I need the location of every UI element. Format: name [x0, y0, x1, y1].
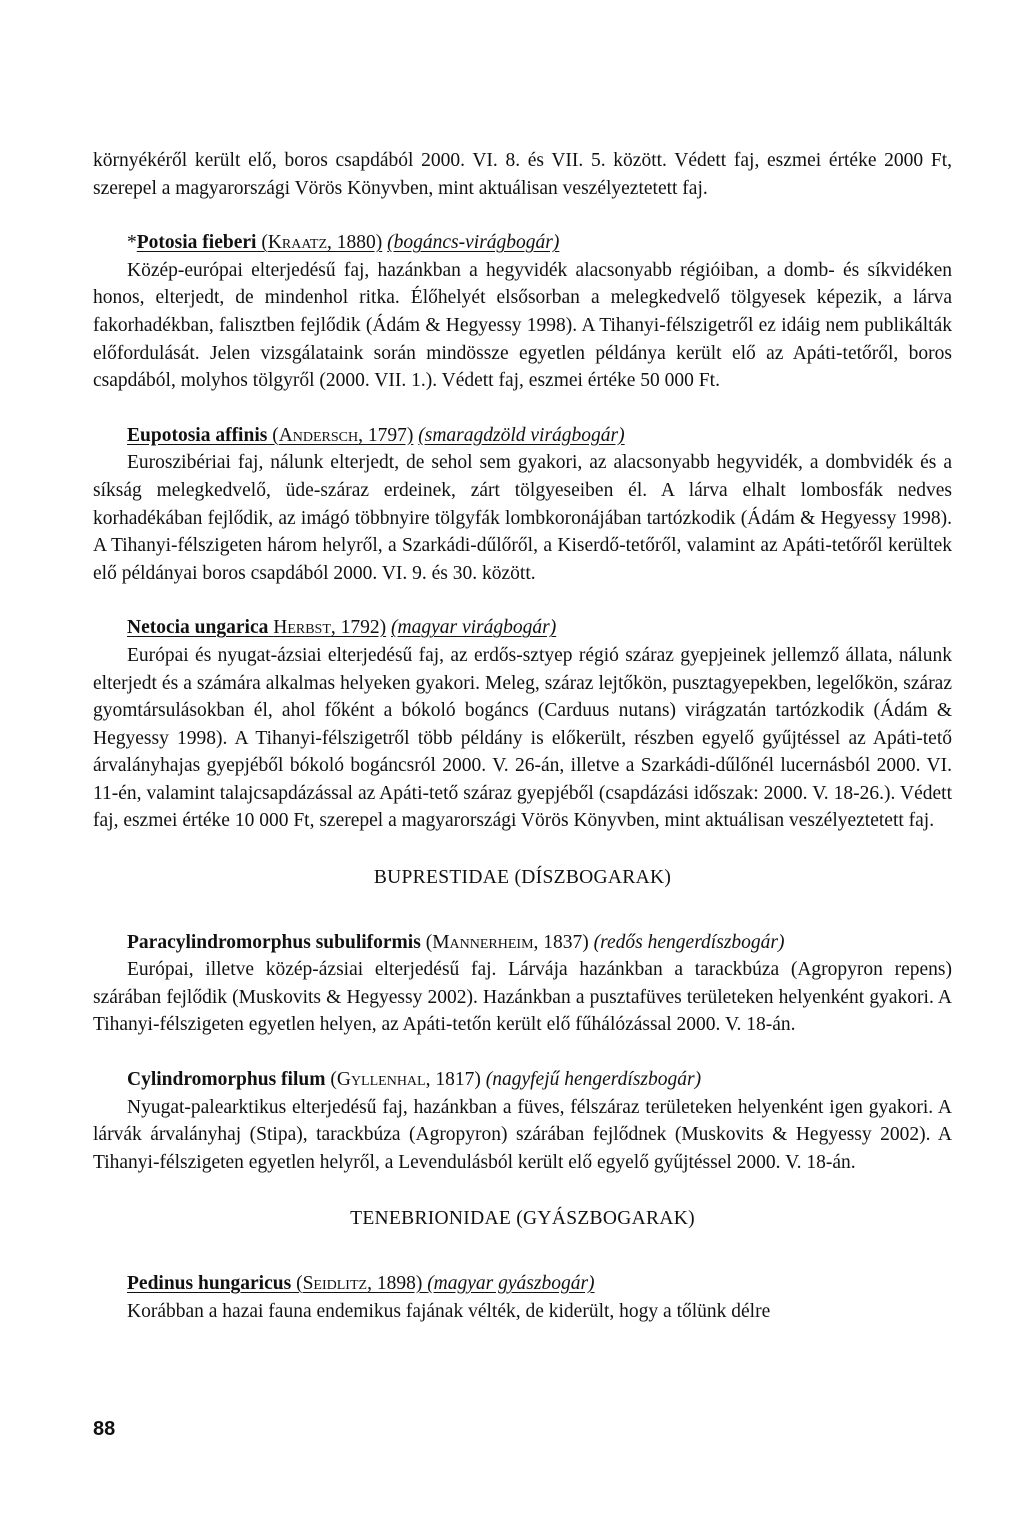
species-description: Közép-európai elterjedésű faj, hazánkban a hegyvidék alacsonyabb régióiban, a domb- és síkvidéken honos, elterjedt, de mindenhol ritka. Élőhelyét elsősorban a melegkedvelő tölgyesek képezik, a lárva fakorhadékban, falisztben fejlődik (Ádám & Hegyessy 1998). A Tihanyi-félszigetről ez idáig nem publikálták előfordulását. Jelen vizsgálataink során mindössze egyetlen példánya került elő az Apáti-tetőről, boros csapdából, molyhos tölgyről (2000. VII. 1.). Védett faj, eszmei értéke 50 000 Ft.: [93, 259, 952, 392]
species-heading: *Potosia fieberi (Kraatz, 1880) (bogáncs-virágbogár): [127, 232, 560, 254]
species-name: Potosia fieberi: [136, 232, 257, 254]
species-name: Eupotosia affinis: [127, 424, 268, 446]
species-entry: [93, 929, 952, 1039]
species-name: Pedinus hungaricus: [127, 1273, 292, 1294]
species-common-name: (bogáncs-virágbogár): [387, 232, 560, 254]
species-common-name: (smaragdzöld virágbogár): [418, 424, 625, 446]
species-year: , 1898): [367, 1273, 428, 1294]
species-year: , 1837): [533, 931, 594, 953]
protected-mark: *: [127, 232, 137, 254]
species-description: Korábban a hazai fauna endemikus fajának vélték, de kiderült, hogy a tőlünk délre: [127, 1300, 771, 1322]
species-description: Európai és nyugat-ázsiai elterjedésű faj, az erdős-sztyep régió száraz gyepjeinek jellemző állata, nálunk elterjedt és a számára alkalmas helyeken gyakori. Meleg, száraz lejtőkön, pusztagyepekben, legelőkön, száraz gyomtársulásokban él, ahol főként a bókoló bogáncs (Carduus nutans) virágzatán tartózkodik (Ádám & Hegyessy 1998). A Tihanyi-félszigetről több példány is előkerült, részben egyelő gyűjtéssel az Apáti-tető árvalányhajas gyepjéből bókoló bogáncsról 2000. V. 26-án, illetve a Szarkádi-dűlőnél lucernásból 2000. VI. 11-én, valamint talajcsapdázással az Apáti-tető száraz gyepjéből (csapdázási időszak: 2000. V. 18-26.). Védett faj, eszmei értéke 10 000 Ft, szerepel a magyarországi Vörös Könyvben, mint aktuálisan veszélyeztetett faj.: [93, 644, 952, 832]
species-year: , 1817): [425, 1069, 486, 1091]
species-entry: [93, 1270, 952, 1325]
species-author: Seidlitz: [302, 1273, 368, 1294]
species-entry: [93, 614, 952, 835]
species-name: Cylindromorphus filum: [127, 1069, 326, 1091]
species-author: Gyllenhal: [336, 1069, 426, 1091]
species-heading: Eupotosia affinis (Andersch, 1797) (smaragdzöld virágbogár): [127, 424, 625, 446]
species-author: Herbst: [273, 617, 331, 639]
section-title: BUPRESTIDAE (DÍSZBOGARAK): [373, 867, 672, 889]
species-common-name: (redős hengerdíszbogár): [593, 931, 785, 953]
species-year: , 1797): [358, 424, 414, 446]
species-year: , 1880): [327, 232, 383, 254]
body-text: [93, 147, 952, 1325]
species-common-name: (magyar virágbogár): [391, 617, 557, 639]
species-common-name: (magyar gyászbogár): [427, 1273, 595, 1294]
page-number: 88: [93, 1418, 116, 1440]
species-common-name: (nagyfejű hengerdíszbogár): [485, 1069, 702, 1091]
species-name: Netocia ungarica: [127, 617, 269, 639]
species-description: Euroszibériai faj, nálunk elterjedt, de sehol sem gyakori, az alacsonyabb hegyvidék, a dombvidék és a síkság melegkedvelő, üde-száraz erdeinek, zárt tölgyeseiben él. A lárva elhalt lombosfák nedves korhadékában fejlődik, az imágó többnyire tölgyfák lombkoronájában tartózkodik (Ádám & Hegyessy 1998). A Tihanyi-félszigeten három helyről, a Szarkádi-dűlőről, a Kiserdő-tetőről, valamint az Apáti-tetőről kerültek elő példányai boros csapdából 2000. VI. 9. és 30. között.: [93, 452, 952, 584]
section-title: TENEBRIONIDAE (GYÁSZBOGARAK): [350, 1208, 695, 1230]
species-description: Európai, illetve közép-ázsiai elterjedésű faj. Lárvája hazánkban a tarackbúza (Agropyron repens) szárában fejlődik (Muskovits & Hegyessy 2002). Hazánkban a pusztafüves területeken helyenként gyakori. A Tihanyi-félszigeten egyetlen helyen, az Apáti-tetőn került elő fűhálózással 2000. V. 18-án.: [93, 959, 952, 1036]
species-heading: Paracylindromorphus subuliformis (Mannerheim, 1837) (redős hengerdíszbogár): [127, 931, 785, 953]
species-author: Mannerheim: [432, 931, 534, 953]
species-entry: [93, 1066, 952, 1176]
species-heading: [93, 614, 952, 642]
species-description: Nyugat-palearktikus elterjedésű faj, hazánkban a füves, félszáraz területeken helyenként igen gyakori. A lárvák árvalányhaj (Stipa), tarackbúza (Agropyron) szárában fejlődnek (Muskovits & Hegyessy 2002). A Tihanyi-félszigeten egyetlen helyről, a Levendulásból került elő egyelő gyűjtéssel 2000. V. 18-án.: [93, 1096, 952, 1173]
species-author: Kraatz: [267, 232, 328, 254]
species-heading: Cylindromorphus filum (Gyllenhal, 1817) (nagyfejű hengerdíszbogár): [127, 1069, 702, 1091]
species-author: Andersch: [278, 424, 359, 446]
species-name: Paracylindromorphus subuliformis: [127, 931, 421, 953]
intro-paragraph: környékéről került elő, boros csapdából 2000. VI. 8. és VII. 5. között. Védett faj, eszmei értéke 2000 Ft, szerepel a magyarországi Vörös Könyvben, mint aktuálisan veszélyeztetett faj.: [93, 150, 952, 199]
species-heading: Pedinus hungaricus (Seidlitz, 1898) (magyar gyászbogár): [127, 1273, 595, 1294]
species-entry: [93, 229, 952, 395]
species-entry: [93, 422, 952, 588]
species-year: , 1792): [330, 617, 387, 639]
